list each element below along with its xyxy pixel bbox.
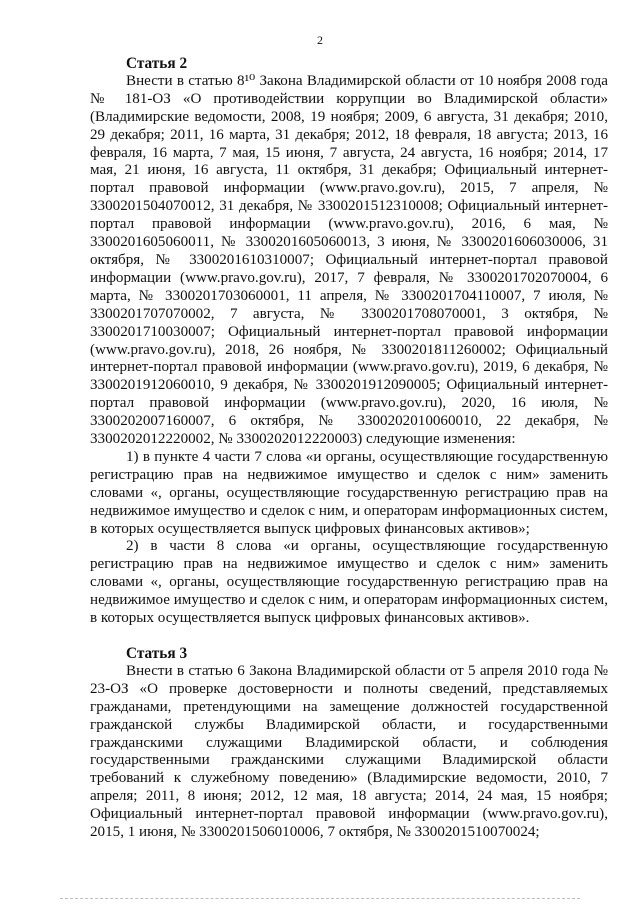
document-body <box>90 55 608 842</box>
section-gap <box>90 628 608 645</box>
scan-edge-line <box>60 898 580 899</box>
page-number: 2 <box>317 33 323 47</box>
article-3-heading: Статья 3 <box>126 645 188 662</box>
article-2-intro: Внести в статью 8¹⁰ Закона Владимирской области от 10 ноября 2008 года № 181-ОЗ «О противодействии коррупции во Владимирской области» (Владимирские ведомости, 2008, 19 ноября; 2009, 6 августа, 31 декабря; 2010, 29 декабря; 2011, 16 марта, 31 декабря; 2012, 18 февраля, 18 августа; 2013, 16 февраля, 16 марта, 7 мая, 15 июня, 7 августа, 24 августа, 16 ноября; 2014, 17 мая, 21 июня, 16 августа, 11 октября, 31 декабря; Официальный интернет-портал правовой информации (www.pravo.gov.ru), 2015, 7 апреля, № 3300201504070012, 31 декабря, № 3300201512310008; Официальный интернет-портал правовой информации (www.pravo.gov.ru), 2016, 6 мая, № 3300201605060011, № 3300201605060013, 3 июня, № 3300201606030006, 31 октября, № 3300201610310007; Официальный интернет-портал правовой информации (www.pravo.gov.ru), 2017, 7 февраля, № 3300201702070004, 6 марта, № 3300201703060001, 11 апреля, № 3300201704110007, 7 июля, № 3300201707070002, 7 августа, № 3300201708070001, 3 октября, № 3300201710030007; Официальный интернет-портал правовой информации (www.pravo.gov.ru), 2018, 26 ноября, № 3300201811260002; Официальный интернет-портал правовой информации (www.pravo.gov.ru), 2019, 6 декабря, № 3300201912060010, 9 декабря, № 3300201912090005; Официальный интернет-портал правовой информации (www.pravo.gov.ru), 2020, 16 июля, № 3300202007160007, 6 октября, № 3300202010060010, 22 декабря, № 3300202012220002, № 3300202012220003) следующие изменения: <box>90 72 608 448</box>
article-2-item-1: 1) в пункте 4 части 7 слова «и органы, осуществляющие государственную регистрацию прав на недвижимое имущество и сделок с ним» заменить словами «, органы, осуществляющие государственную регистрацию прав на недвижимое имущество и сделок с ним, и операторам информационных систем, в которых осуществляется выпуск цифровых финансовых активов»; <box>90 448 608 537</box>
article-3-intro: Внести в статью 6 Закона Владимирской области от 5 апреля 2010 года № 23-ОЗ «О проверке достоверности и полноты сведений, представляемых гражданами, претендующими на замещение должностей государственной гражданской службы Владимирской области, и государственными гражданскими служащими Владимирской области, и соблюдения государственными гражданскими служащими Владимирской области требований к служебному поведению» (Владимирские ведомости, 2010, 7 апреля; 2011, 8 июня; 2012, 12 мая, 18 августа; 2014, 24 мая, 15 ноября; Официальный интернет-портал правовой информации (www.pravo.gov.ru), 2015, 1 июня, № 3300201506010006, 7 октября, № 3300201510070024; <box>90 662 608 841</box>
article-2-heading: Статья 2 <box>126 55 188 72</box>
article-2-item-2: 2) в части 8 слова «и органы, осуществляющие государственную регистрацию прав на недвижимое имущество и сделок с ним» заменить словами «, органы, осуществляющие государственную регистрацию прав на недвижимое имущество и сделок с ним, и операторам информационных систем, в которых осуществляется выпуск цифровых финансовых активов». <box>90 538 608 627</box>
